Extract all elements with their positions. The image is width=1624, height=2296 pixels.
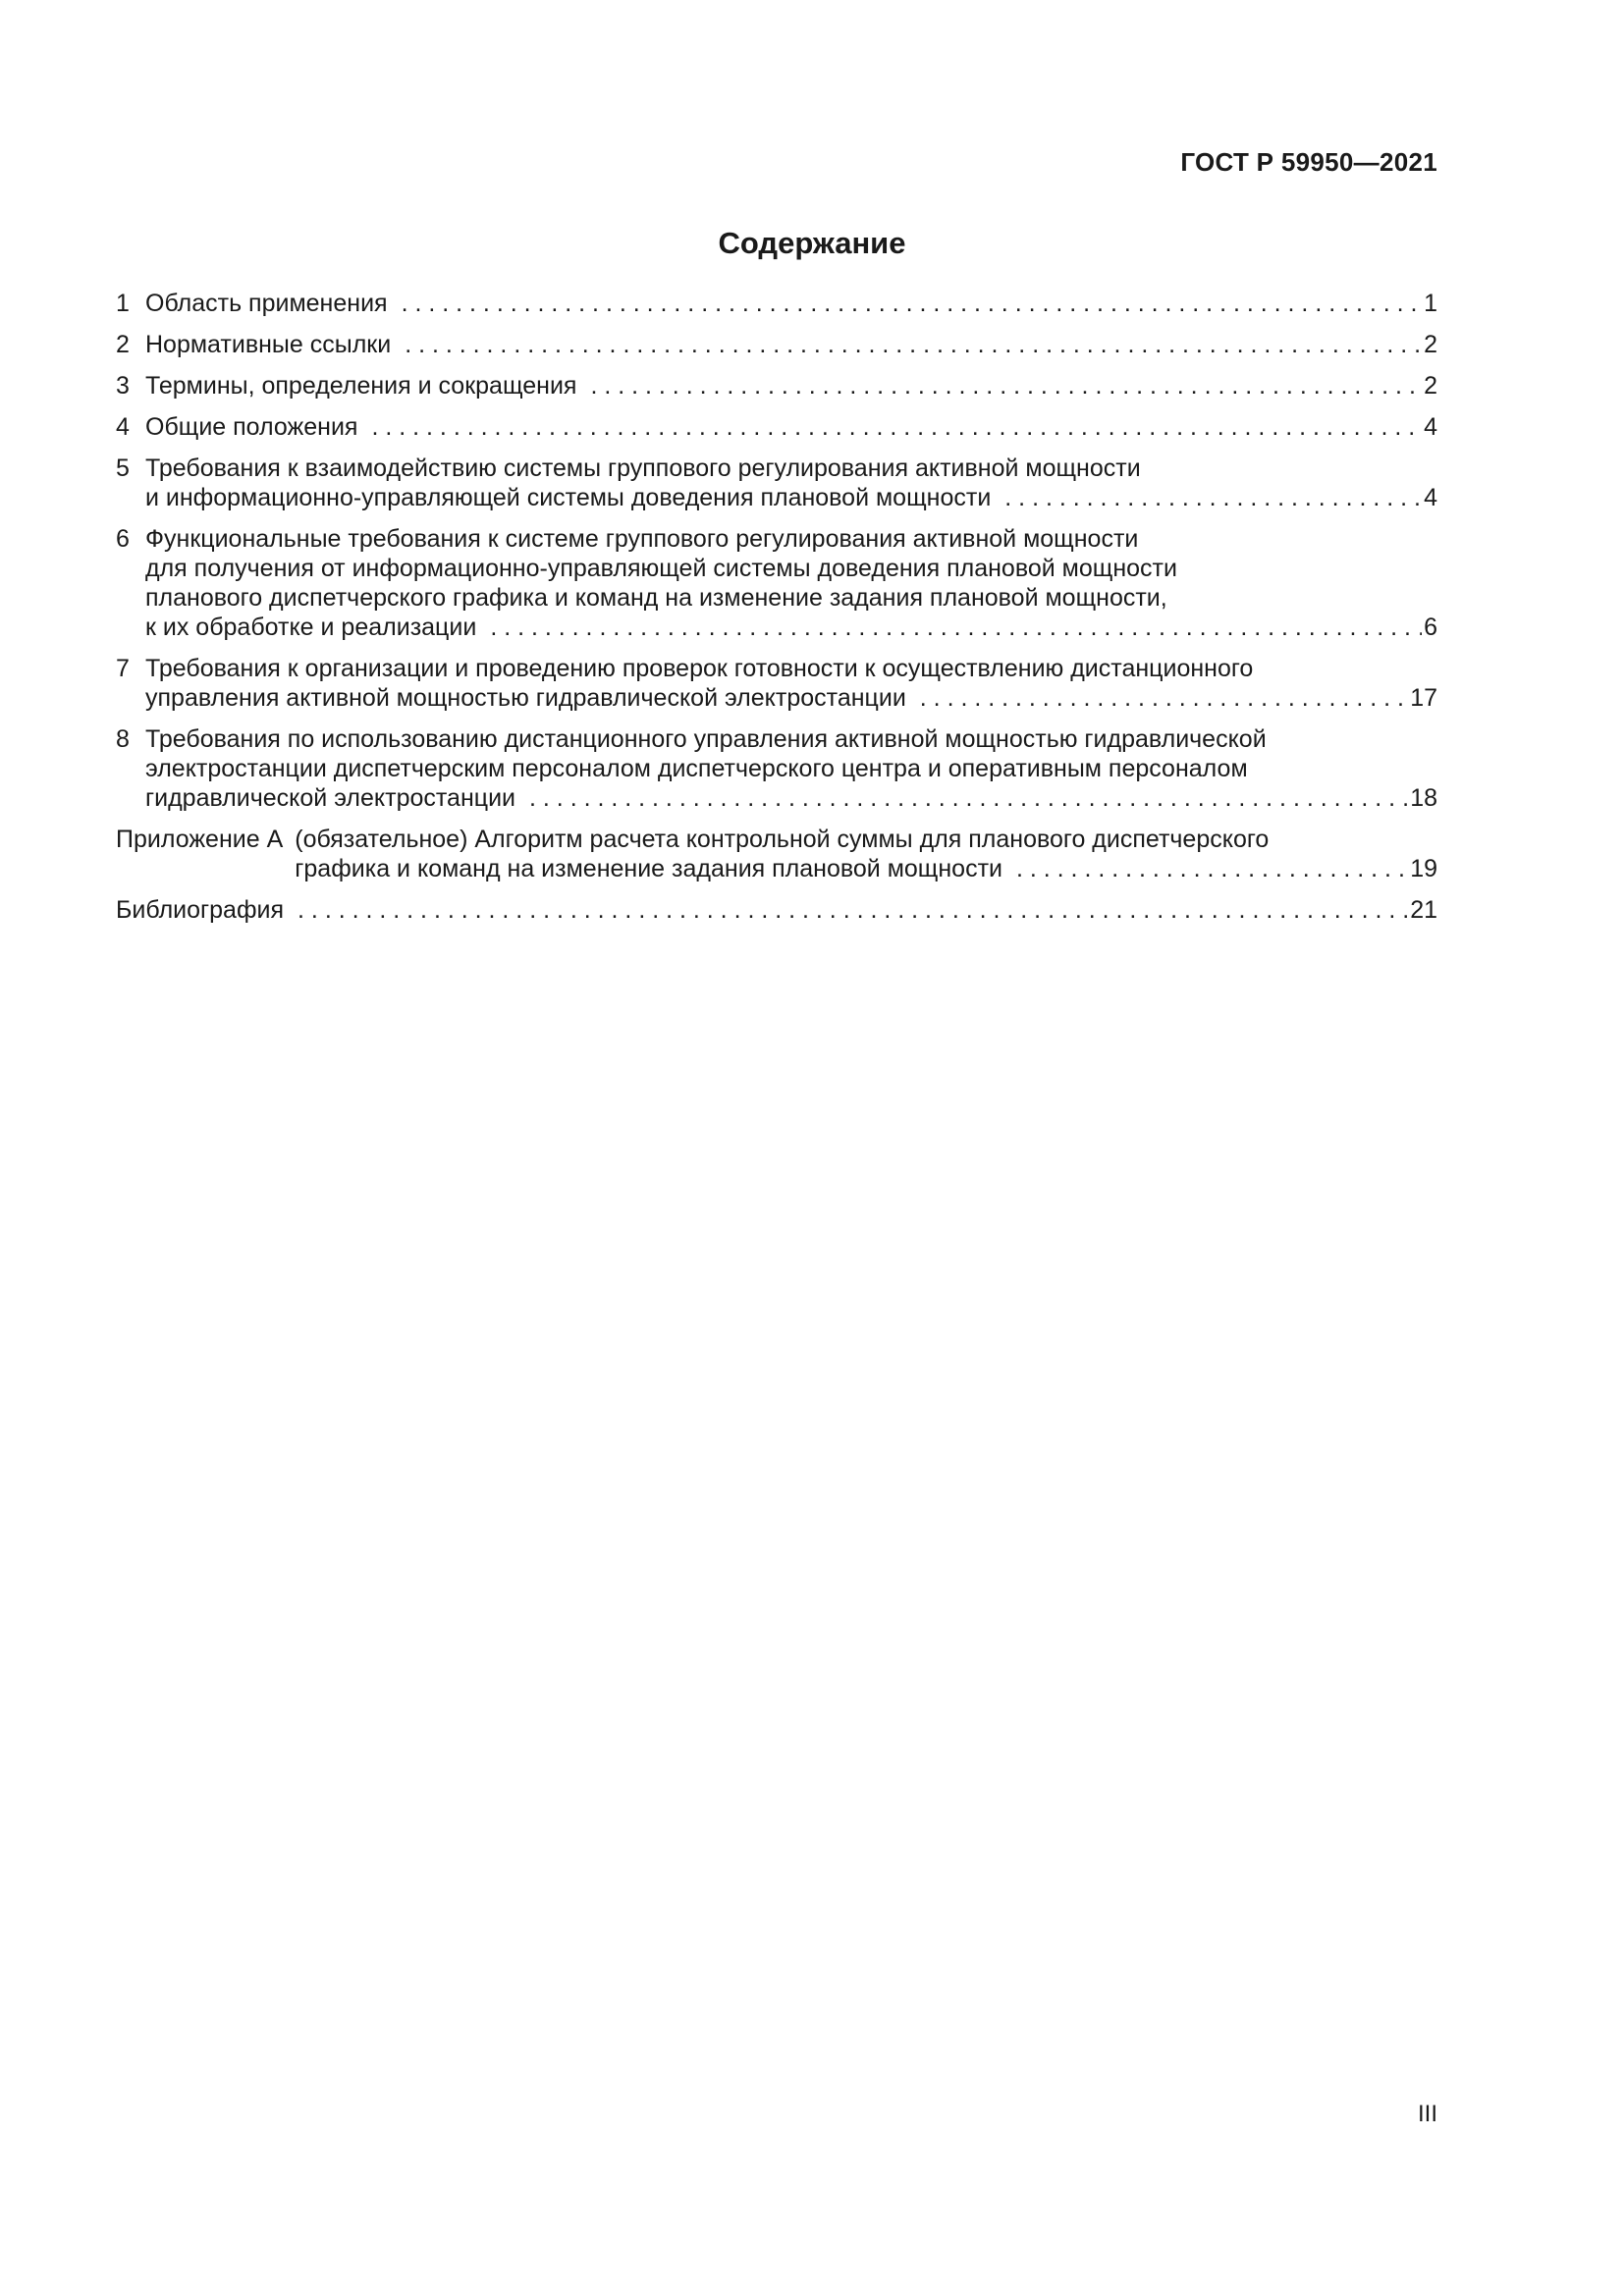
page-number: III	[1417, 2101, 1437, 2127]
dot-leader	[405, 330, 1422, 359]
toc-entry-title-line: гидравлической электростанции	[145, 784, 516, 812]
toc-entry-number: 1	[116, 290, 130, 317]
toc-entry-title: Нормативные ссылки	[145, 331, 392, 358]
toc-entry-number: 6	[116, 525, 130, 553]
toc-entry-title: Область применения	[145, 290, 388, 317]
toc-entry-number: 8	[116, 725, 130, 753]
dot-leader	[1016, 854, 1408, 883]
toc-entry-number: 3	[116, 372, 130, 400]
toc-entry-8[interactable]	[116, 724, 1437, 813]
page-title: Содержание	[718, 226, 906, 260]
toc-entry-page: 21	[1410, 896, 1437, 924]
toc-entry-title: Общие положения	[145, 413, 358, 441]
toc-entry-title-line: и информационно-управляющей системы доведения плановой мощности	[145, 484, 992, 511]
appendix-label: Приложение А	[116, 826, 284, 853]
toc-entry-page: 2	[1424, 372, 1437, 400]
toc-entry-3[interactable]	[116, 371, 1437, 400]
toc-entry-appendix-a[interactable]	[116, 825, 1437, 883]
toc-entry-title-line: для получения от информационно-управляющей системы доведения плановой мощности	[145, 555, 1177, 582]
dot-leader	[490, 613, 1422, 642]
toc-entry-page: 4	[1424, 413, 1437, 441]
table-of-contents	[116, 289, 1437, 936]
toc-entry-4[interactable]	[116, 412, 1437, 442]
toc-entry-title-line: Функциональные требования к системе группового регулирования активной мощности	[145, 525, 1139, 553]
dot-leader	[402, 289, 1423, 318]
toc-entry-title-line: Требования к организации и проведению проверок готовности к осуществлению дистанционного	[145, 655, 1254, 682]
toc-entry-number: 2	[116, 331, 130, 358]
dot-leader	[1004, 483, 1422, 512]
dot-leader	[590, 371, 1422, 400]
toc-entry-title: Библиография	[116, 896, 285, 924]
dot-leader	[371, 412, 1422, 442]
toc-entry-number: 4	[116, 413, 130, 441]
document-code: ГОСТ Р 59950—2021	[1180, 147, 1437, 177]
toc-entry-title-line: Требования к взаимодействию системы группового регулирования активной мощности	[145, 454, 1141, 482]
dot-leader	[920, 683, 1408, 713]
toc-entry-page: 1	[1424, 290, 1437, 317]
toc-entry-6[interactable]	[116, 524, 1437, 642]
toc-entry-title-line: (обязательное) Алгоритм расчета контрольной суммы для планового диспетчерского	[295, 826, 1270, 853]
toc-entry-number: 5	[116, 454, 130, 482]
toc-entry-title-line: Требования по использованию дистанционного управления активной мощностью гидравлической	[145, 725, 1267, 753]
toc-entry-title-line: электростанции диспетчерским персоналом диспетчерского центра и оперативным персоналом	[145, 755, 1248, 782]
dot-leader	[529, 783, 1408, 813]
toc-entry-page: 6	[1424, 614, 1437, 641]
toc-entry-bibliography[interactable]	[116, 895, 1437, 925]
toc-entry-page: 19	[1410, 855, 1437, 882]
toc-entry-page: 18	[1410, 784, 1437, 812]
toc-entry-7[interactable]	[116, 654, 1437, 713]
toc-entry-5[interactable]	[116, 454, 1437, 512]
toc-entry-2[interactable]	[116, 330, 1437, 359]
toc-entry-1[interactable]	[116, 289, 1437, 318]
toc-entry-title-line: управления активной мощностью гидравлической электростанции	[145, 684, 906, 712]
toc-entry-title-line: графика и команд на изменение задания плановой мощности	[295, 855, 1002, 882]
toc-entry-page: 4	[1424, 484, 1437, 511]
toc-entry-page: 2	[1424, 331, 1437, 358]
toc-entry-title-line: к их обработке и реализации	[145, 614, 477, 641]
toc-entry-title: Термины, определения и сокращения	[145, 372, 577, 400]
dot-leader	[298, 895, 1408, 925]
toc-entry-page: 17	[1410, 684, 1437, 712]
toc-entry-title-line: планового диспетчерского графика и команд на изменение задания плановой мощности,	[145, 584, 1167, 612]
toc-entry-number: 7	[116, 655, 130, 682]
